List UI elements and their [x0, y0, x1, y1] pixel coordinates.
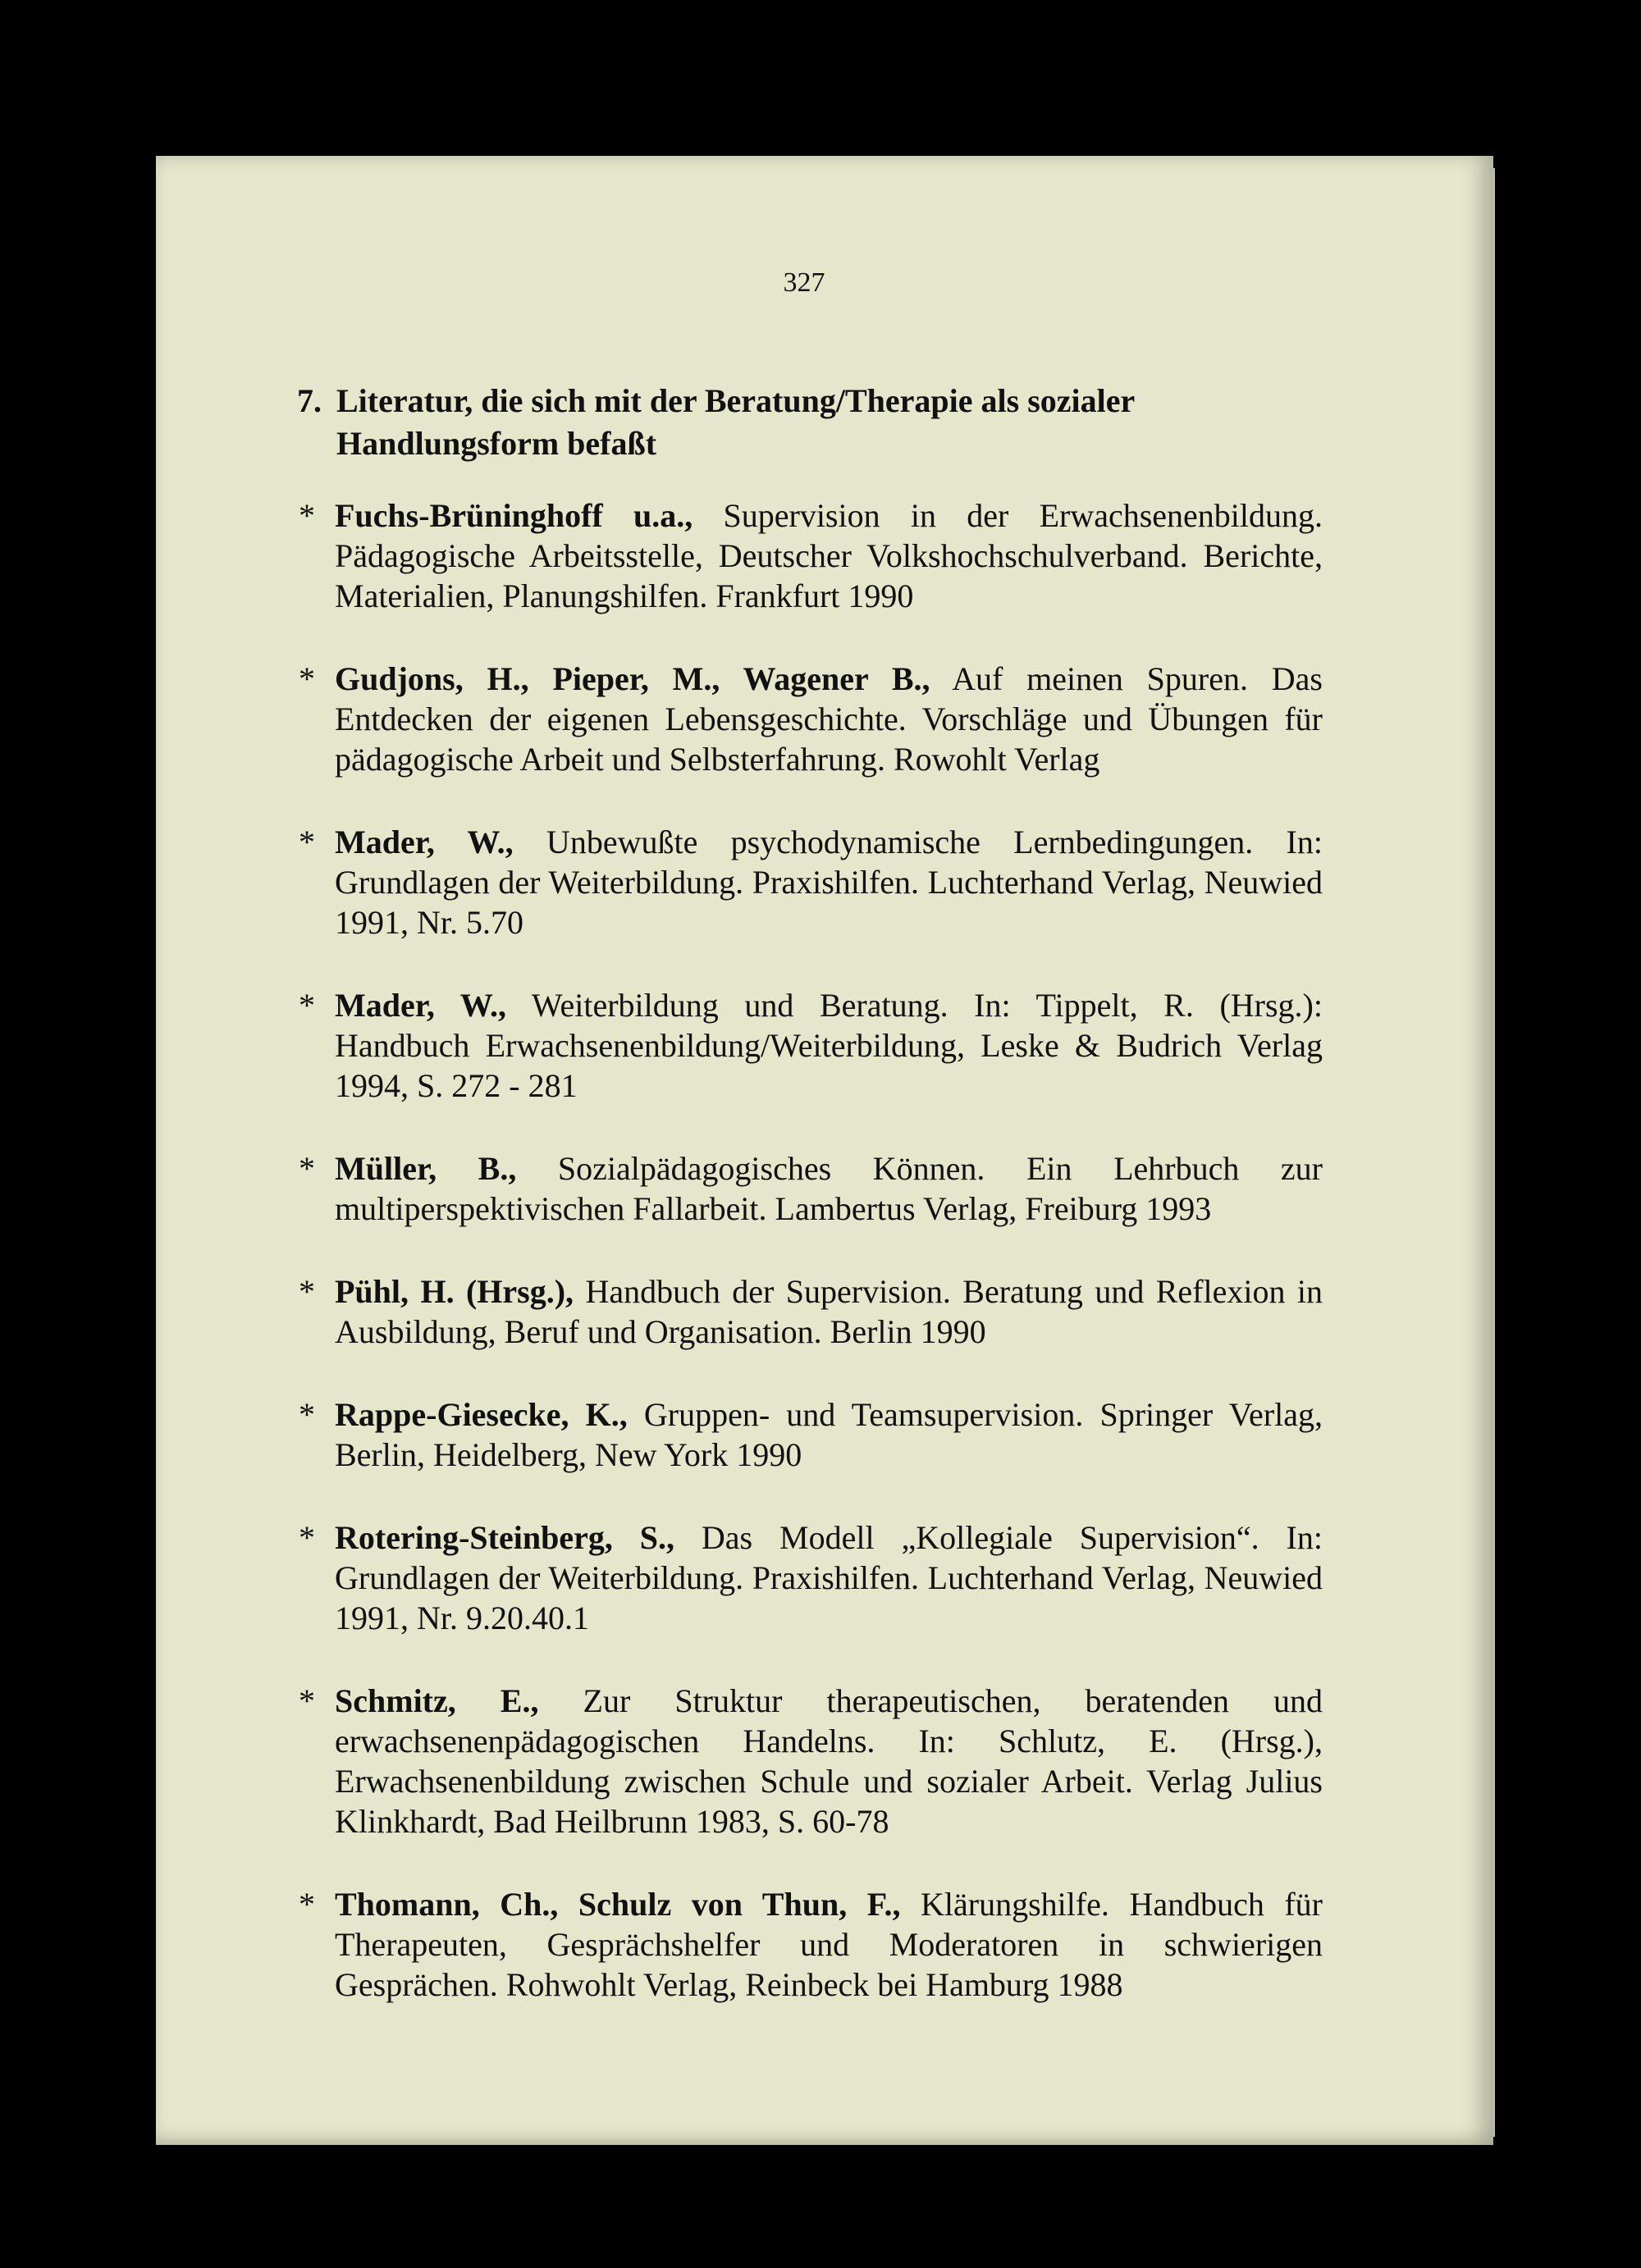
bullet-star: *: [299, 1519, 315, 1556]
bullet-star: *: [299, 1150, 315, 1187]
reference-text: Weiterbildung und Beratung. In: Tippelt, R. (Hrsg.): Handbuch Erwachsenenbildung/Weiterbildung, Leske & Budrich Verlag 1994, S. 272 - 281: [335, 987, 1323, 1104]
reference-list: [297, 495, 1323, 2047]
reference-author: Fuchs-Brüninghoff u.a.,: [335, 497, 693, 534]
bullet-star: *: [299, 1396, 315, 1433]
reference-author: Rotering-Steinberg, S.,: [335, 1519, 674, 1556]
reference-text: Unbewußte psychodynamische Lernbedingungen. In: Grundlagen der Weiterbildung. Praxishilfen. Luchterhand Verlag, Neuwied 1991, Nr. 5.70: [335, 824, 1323, 941]
reference-text: Auf meinen Spuren. Das Entdecken der eigenen Lebensgeschichte. Vorschläge und Übungen für pädagogische Arbeit und Selbsterfahrung. Rowohlt Verlag: [335, 660, 1323, 778]
section-title: Literatur, die sich mit der Beratung/Therapie als sozialer Handlungsform befaßt: [336, 382, 1135, 462]
reference-item: [297, 1517, 1323, 1638]
reference-item: [297, 1884, 1323, 2005]
reference-item: [297, 659, 1323, 779]
bullet-star: *: [299, 1273, 315, 1310]
reference-text: Klärungshilfe. Handbuch für Therapeuten, Gesprächshelfer und Moderatoren in schwierigen Gesprächen. Rohwohlt Verlag, Reinbeck bei Hamburg 1988: [335, 1886, 1323, 2003]
reference-item: [297, 1148, 1323, 1229]
page-number: 327: [783, 267, 825, 298]
bullet-star: *: [299, 660, 315, 697]
reference-text: Gruppen- und Teamsupervision. Springer Verlag, Berlin, Heidelberg, New York 1990: [335, 1396, 1323, 1473]
reference-item: [297, 495, 1323, 616]
reference-item: [297, 1271, 1323, 1352]
reference-author: Müller, B.,: [335, 1150, 517, 1187]
reference-text: Sozialpädagogisches Können. Ein Lehrbuch zur multiperspektivischen Fallarbeit. Lambertus Verlag, Freiburg 1993: [335, 1150, 1323, 1227]
reference-author: Gudjons, H., Pieper, M., Wagener B.,: [335, 660, 930, 697]
reference-author: Rappe-Giesecke, K.,: [335, 1396, 628, 1433]
bullet-star: *: [299, 497, 315, 534]
reference-item: [297, 1394, 1323, 1475]
reference-item: [297, 822, 1323, 942]
reference-item: [297, 985, 1323, 1106]
reference-text: Supervision in der Erwachsenenbildung. Pädagogische Arbeitsstelle, Deutscher Volkshochschulverband. Berichte, Materialien, Planungshilfen. Frankfurt 1990: [335, 497, 1323, 614]
section-number: 7.: [297, 382, 322, 419]
reference-author: Mader, W.,: [335, 824, 514, 860]
reference-text: Handbuch der Supervision. Beratung und Reflexion in Ausbildung, Beruf und Organisation. Berlin 1990: [335, 1273, 1323, 1350]
reference-author: Schmitz, E.,: [335, 1682, 539, 1719]
reference-author: Mader, W.,: [335, 987, 507, 1024]
reference-text: Zur Struktur therapeutischen, beratenden und erwachsenenpädagogischen Handelns. In: Schlutz, E. (Hrsg.), Erwachsenenbildung zwischen Schule und sozialer Arbeit. Verlag Julius Klinkhardt, Bad Heilbrunn 1983, S. 60-78: [335, 1682, 1323, 1840]
bullet-star: *: [299, 987, 315, 1024]
bullet-star: *: [299, 824, 315, 860]
reference-author: Pühl, H. (Hrsg.),: [335, 1273, 574, 1310]
section-heading: [297, 380, 1323, 465]
reference-text: Das Modell „Kollegiale Supervision“. In: Grundlagen der Weiterbildung. Praxishilfen. Luchterhand Verlag, Neuwied 1991, Nr. 9.20.40.1: [335, 1519, 1323, 1636]
bullet-star: *: [299, 1682, 315, 1719]
reference-item: [297, 1681, 1323, 1841]
reference-author: Thomann, Ch., Schulz von Thun, F.,: [335, 1886, 901, 1923]
bullet-star: *: [299, 1886, 315, 1923]
